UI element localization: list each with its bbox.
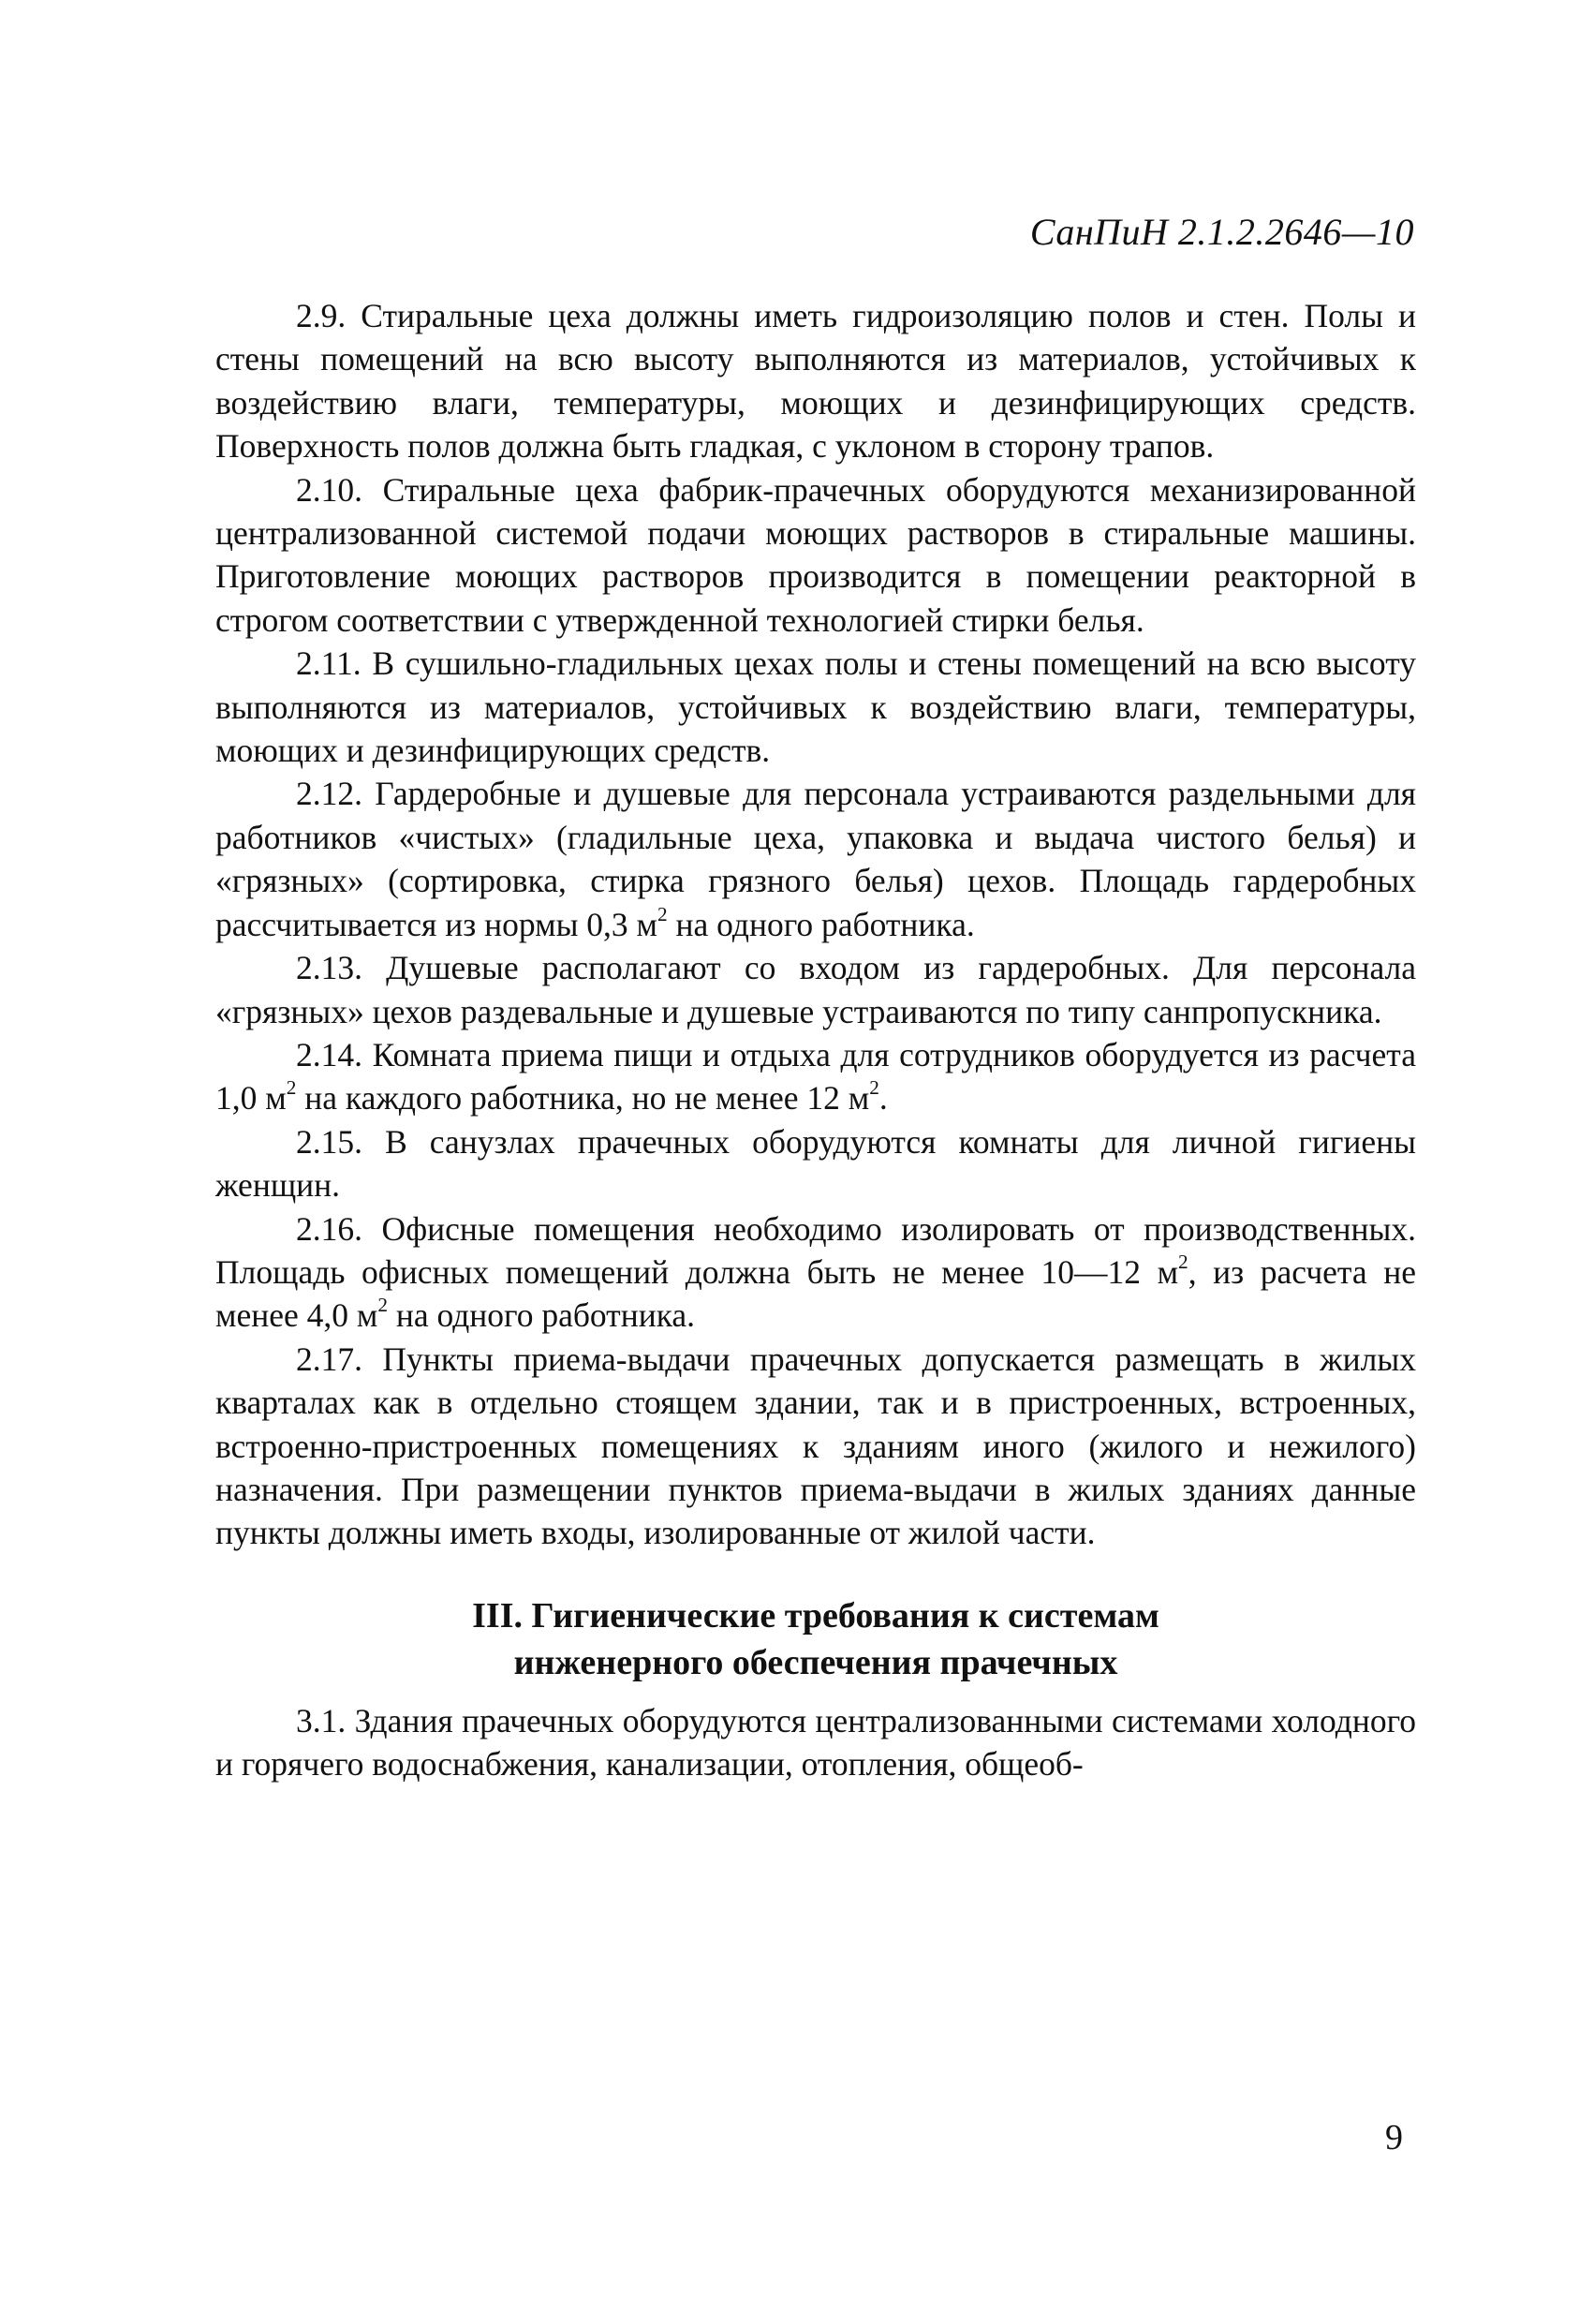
paragraph-2-12 <box>215 772 1416 946</box>
superscript: 2 <box>286 1076 297 1100</box>
paragraph-2-11: 2.11. В сушильно-гладильных цехах полы и стены помещений на всю высоту выполняются из материалов, устойчивых к воздействию влаги, температуры, моющих и дезинфицирующих средств. <box>215 644 1416 770</box>
paragraph-2-9: 2.9. Стиральные цеха должны иметь гидроизоляцию полов и стен. Полы и стены помещений на всю высоту выполняются из материалов, устойчивых к воздействию влаги, температуры, моющих и дезинфицирующих средств. Поверхность полов должна быть гладкая, с уклоном в сторону трапов. <box>215 297 1416 466</box>
superscript: 2 <box>869 1076 879 1100</box>
section-heading-line-2: инженерного обеспечения прачечных <box>513 1642 1118 1682</box>
paragraph-2-15: 2.15. В санузлах прачечных оборудуются комнаты для личной гигиены женщин. <box>215 1122 1416 1205</box>
paragraph-2-14 <box>215 1033 1416 1120</box>
paragraph-text: . <box>878 1079 888 1118</box>
paragraph-text: на каждого работника, но не менее 12 м <box>296 1079 870 1118</box>
paragraph-text: 2.14. Комната приема пищи и отдыха для сотрудников оборудуется из расчета 1,0 м <box>215 1035 1416 1118</box>
paragraph-2-10: 2.10. Стиральные цеха фабрик-прачечных оборудуются механизированной централизованной системой подачи моющих растворов в стиральные машины. Приготовление моющих растворов производится в помещении реакторной в строгом соответствии с утвержденной технологией стирки белья. <box>215 470 1416 639</box>
paragraph-text: 2.12. Гардеробные и душевые для персонала устраиваются раздельными для работников «чистых» (гладильные цеха, упаковка и выдача чистого белья) и «грязных» (сортировка, стирка грязного белья) цехов. Площадь гардеробных рассчитывается из нормы 0,3 м <box>215 775 1416 943</box>
paragraph-2-13: 2.13. Душевые располагают со входом из гардеробных. Для персонала «грязных» цехов раздевальные и душевые устраиваются по типу санпропускника. <box>215 949 1416 1030</box>
paragraph-text: на одного работника. <box>387 1296 696 1335</box>
document-body <box>215 294 1416 1786</box>
paragraph-3-1: 3.1. Здания прачечных оборудуются централизованными системами холодного и горячего водоснабжения, канализации, отопления, общеоб- <box>215 1701 1416 1784</box>
paragraph-text: 2.16. Офисные помещения необходимо изолировать от производственных. Площадь офисных помещений должна быть не менее 10—12 м <box>215 1209 1416 1291</box>
superscript: 2 <box>377 1294 388 1317</box>
section-heading <box>215 1592 1416 1686</box>
paragraph-text: , из расчета не менее 4,0 м <box>215 1252 1416 1335</box>
paragraph-2-16 <box>215 1207 1416 1338</box>
paragraph-text: на одного работника. <box>667 905 975 943</box>
page-number: 9 <box>1385 2118 1403 2157</box>
paragraph-2-17: 2.17. Пункты приема-выдачи прачечных допускается размещать в жилых кварталах как в отдельно стоящем здании, так и в пристроенных, встроенных, встроенно-пристроенных помещениях к зданиям иного (жилого и нежилого) назначения. При размещении пунктов приема-выдачи в жилых зданиях данные пункты должны иметь входы, изолированные от жилой части. <box>215 1340 1416 1552</box>
superscript: 2 <box>1178 1250 1188 1273</box>
section-heading-line-1: III. Гигиенические требования к системам <box>472 1595 1159 1636</box>
superscript: 2 <box>657 902 668 925</box>
document-code-header: СанПиН 2.1.2.2646—10 <box>1029 211 1414 253</box>
